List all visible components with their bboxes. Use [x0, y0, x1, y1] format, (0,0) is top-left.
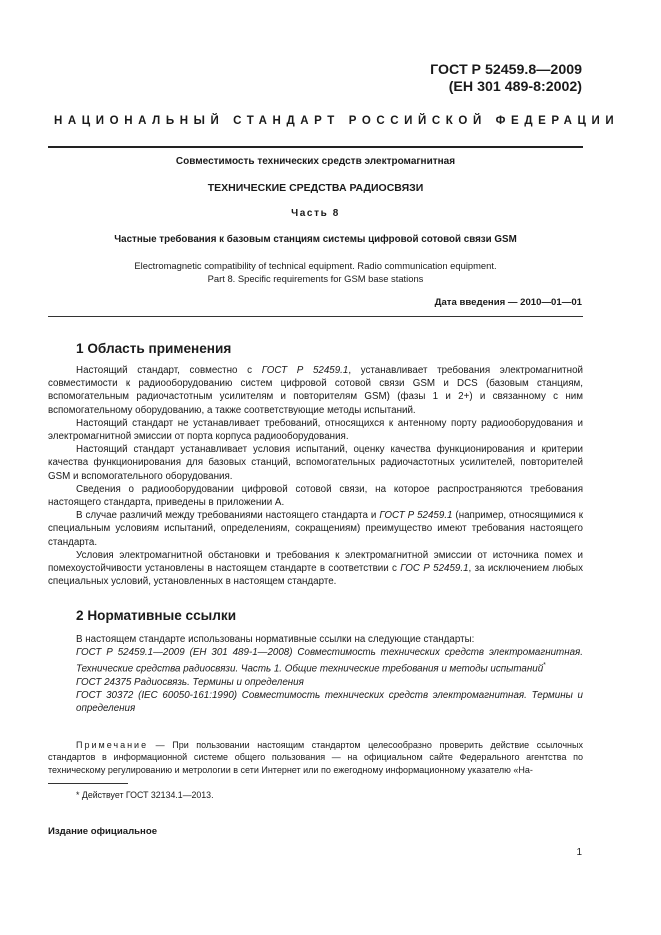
note-label: Примечание [76, 740, 149, 750]
normative-ref [48, 689, 583, 715]
section1-paragraph [48, 509, 583, 549]
section1-paragraph [48, 364, 583, 417]
date-rule [48, 316, 583, 317]
ref-text: ГОСТ Р 52459.1—2009 (ЕН 301 489-1—2008) Совместимость технических средств электромагнитная. Технические средства радиосвязи. Часть 1. Общие технические требования и методы испытаний [76, 647, 583, 675]
note-text: — При пользовании настоящим стандартом целесообразно проверить действие ссылочных стандартов в информационной системе общего пользования — на официальном сайте Федерального агентства по техническому регулированию и метрологии в сети Интернет или по ежегодному информационному указателю «На- [48, 740, 583, 775]
normative-ref [48, 646, 583, 676]
footnote-rule [48, 783, 128, 784]
text-run: Настоящий стандарт, совместно с [76, 365, 262, 376]
section1-paragraph: Настоящий стандарт не устанавливает требований, относящихся к антенному порту радиооборудования и электромагнитной эмиссии от порта корпуса радиооборудования. [48, 417, 583, 443]
intro-date: Дата введения — 2010—01—01 [434, 297, 582, 308]
section1-heading: 1 Область применения [76, 341, 232, 356]
section1-paragraph: Настоящий стандарт устанавливает условия испытаний, оценку качества функционирования и критерии качества функционирования для базовых станций, вспомогательных радиочастотных усилителей, повторителей GSM и вспомогательного оборудования. [48, 444, 583, 482]
title-part: Часть 8 [291, 208, 340, 219]
standard-code-line2: (ЕН 301 489-8:2002) [448, 79, 582, 95]
header-rule [48, 146, 583, 148]
ref-link-text: ГОС Р 52459.1 [400, 563, 469, 575]
standard-code [430, 62, 582, 96]
edition-label: Издание официальное [48, 826, 158, 837]
ref-link-text: ГОСТ Р 52459.1 [261, 365, 349, 376]
section1-paragraph [48, 549, 583, 589]
ref-text: ГОСТ 30372 (IEC 60050-161:1990) Совместимость технических средств электромагнитная. Термины и определения [76, 690, 583, 715]
normative-ref [48, 676, 583, 689]
title-specific: Частные требования к базовым станциям системы цифровой сотовой связи GSM [114, 234, 517, 245]
text-run: В случае различий между требованиями настоящего стандарта и [76, 510, 380, 522]
note-paragraph [48, 739, 583, 776]
national-standard-banner: НАЦИОНАЛЬНЫЙ СТАНДАРТ РОССИЙСКОЙ ФЕДЕРАЦИИ [54, 115, 620, 127]
text-run: Условия электромагнитной обстановки и требования к электромагнитной эмиссии от источника помех и помехоустойчивости установлены в настоящем стандарте в соответствии с [48, 549, 583, 575]
title-english-line1: Electromagnetic compatibility of technical equipment. Radio communication equipment. [134, 260, 497, 271]
text-run: , устанавливает требования электромагнитной совместимости к радиооборудованию систем цифровой сотовой связи GSM и DCS (базовым станциям, вспомогательным радиочастотным усилителям и повторителям GSM) (фазы 1 и 2+) и связанному с ним вспомогательному оборудованию, а также соответствующие методы испытаний. [48, 365, 583, 416]
section2-intro: В настоящем стандарте использованы нормативные ссылки на следующие стандарты: [76, 634, 475, 645]
ref-link-text: ГОСТ Р 52459.1 [379, 510, 453, 522]
title-english-line2: Part 8. Specific requirements for GSM base stations [207, 272, 424, 284]
title-radio: ТЕХНИЧЕСКИЕ СРЕДСТВА РАДИОСВЯЗИ [207, 182, 424, 194]
note-block [48, 739, 583, 776]
footnote: * Действует ГОСТ 32134.1—2013. [76, 790, 214, 800]
section1-paragraph: Сведения о радиооборудовании цифровой сотовой связи, на которое распространяются требования настоящего стандарта, приведены в приложении А. [48, 483, 583, 509]
title-english [48, 260, 583, 285]
text-run: , за исключением любых специальных условий, установленных в настоящем стандарте. [48, 563, 583, 588]
ref-text: ГОСТ 24375 Радиосвязь. Термины и определения [76, 676, 304, 688]
section2-body [48, 633, 583, 715]
page-number: 1 [576, 847, 582, 858]
section2-heading: 2 Нормативные ссылки [76, 608, 237, 623]
section1-body [48, 364, 583, 588]
title-compat: Совместимость технических средств электромагнитная [175, 156, 456, 167]
text-run: (например, относящимися к специальным условиям испытаний, определениям, сокращениям) преимущество имеют требования настоящего стандарта. [48, 510, 584, 548]
standard-code-line1: ГОСТ Р 52459.8—2009 [430, 62, 582, 78]
footnote-mark: * [543, 662, 546, 670]
